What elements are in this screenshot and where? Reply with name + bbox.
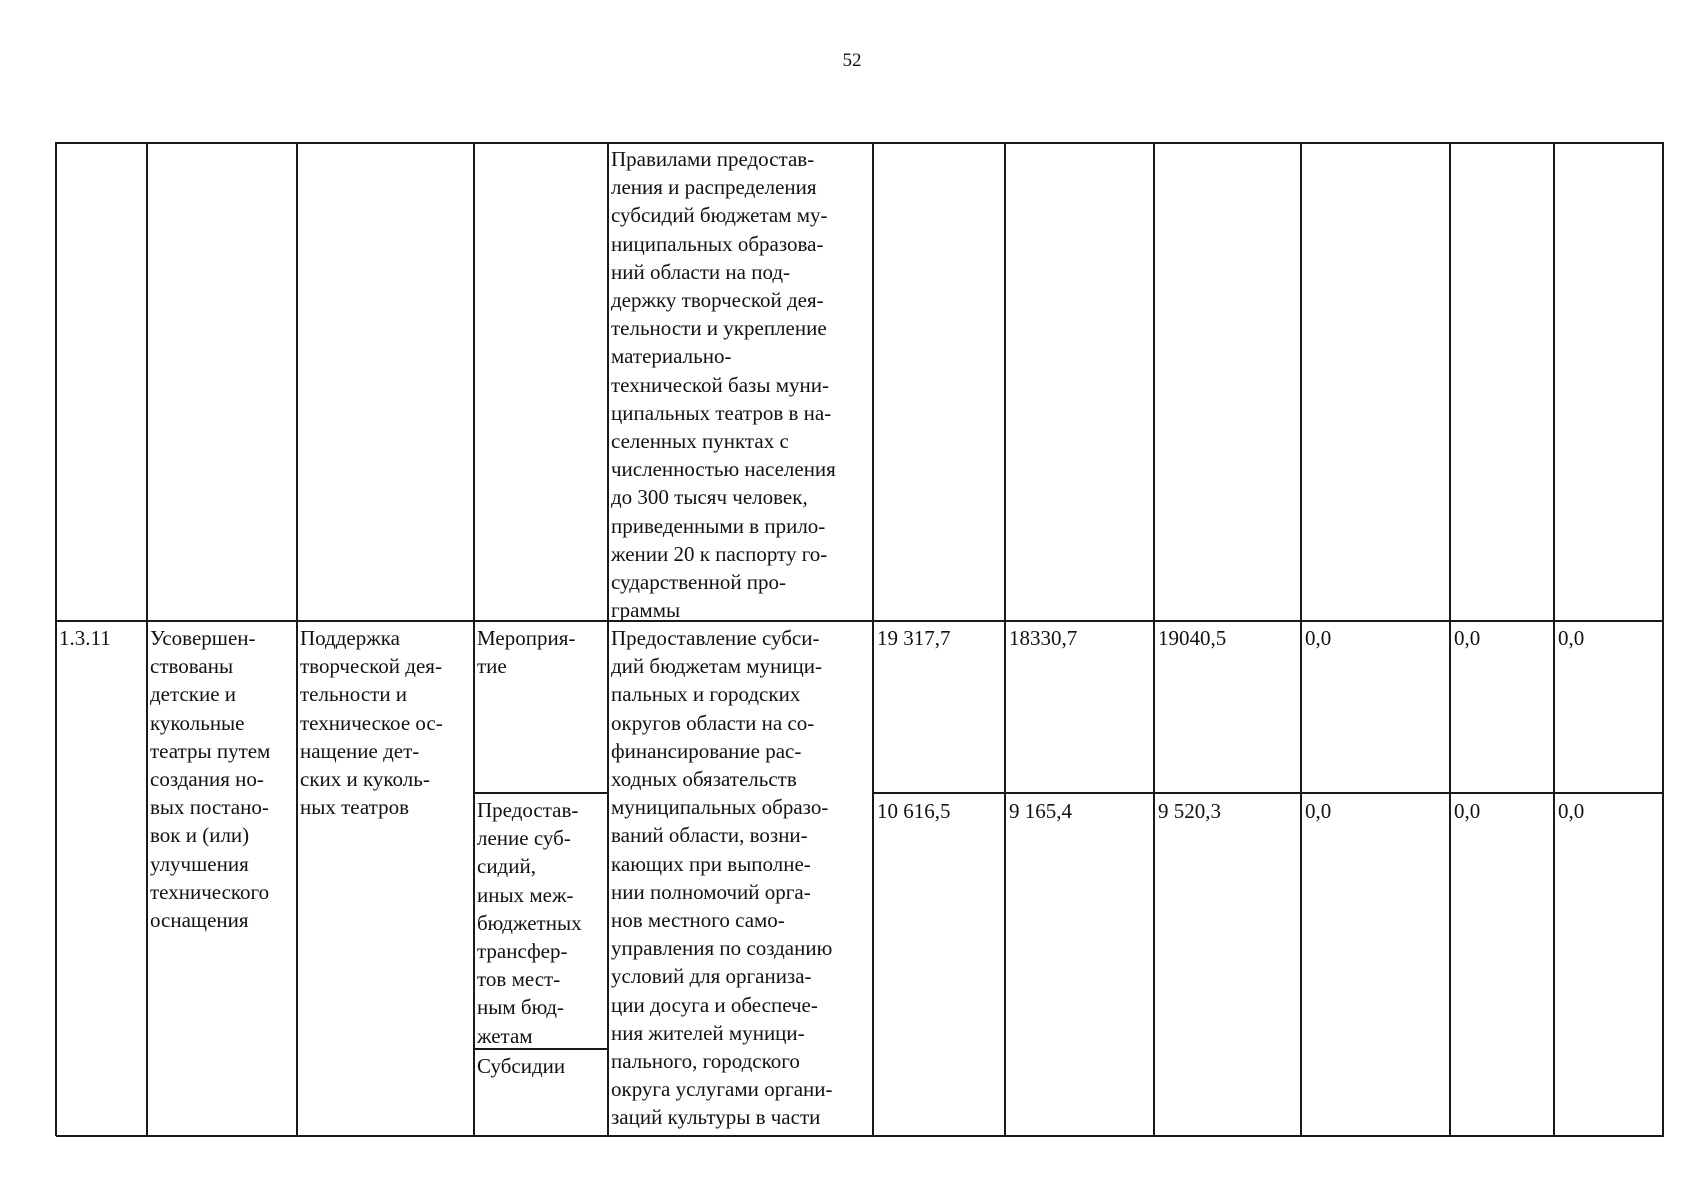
value-cell: 0,0 — [1305, 626, 1332, 650]
value-cell: 0,0 — [1558, 626, 1585, 650]
col-border — [146, 142, 148, 1136]
col-border — [55, 142, 57, 1136]
value-cell: 10 616,5 — [877, 799, 951, 823]
value-cell: 0,0 — [1558, 799, 1585, 823]
value-cell: 0,0 — [1454, 626, 1481, 650]
col-border — [1153, 142, 1155, 1136]
col-border — [1449, 142, 1451, 1136]
col-border — [1662, 142, 1664, 1136]
value-cell: 0,0 — [1305, 799, 1332, 823]
page-number: 52 — [842, 50, 862, 71]
value-cell: 18330,7 — [1009, 626, 1078, 650]
subrow-divider-type-1 — [474, 792, 608, 794]
value-cell: 19 317,7 — [877, 626, 951, 650]
item-number: 1.3.11 — [59, 626, 111, 650]
item-result: Усовершен- ствованы детские и кукольные театры путем создания но- вых постано- вок и (или) улучшения технического оснащения — [150, 626, 271, 933]
item-description: Предоставление субси- дий бюджетам муници- пальных и городских округов области на со- финансирование рас- ходных обязательств муниципальных образо- ваний области, возни- кающих при выполне- нии полномочий орга- нов местного само- управления по созданию условий для организа- ции досуга и обеспече- ния жителей муници- пального, городского округа услугами органи- заций культуры в части — [611, 626, 833, 1130]
value-cell: 9 165,4 — [1009, 799, 1072, 823]
value-cell: 19040,5 — [1158, 626, 1227, 650]
item-activity: Поддержка творческой дея- тельности и техническое ос- нащение дет- ских и куколь- ных театров — [300, 626, 443, 820]
value-cell: 0,0 — [1454, 799, 1481, 823]
col-border — [296, 142, 298, 1136]
continuation-description: Правилами предостав- ления и распределения субсидий бюджетам му- ниципальных образова- ний области на под- держку творческой дея- тельности и укрепление материально- технической базы муни- ципальных театров в на- селенных пунктах с численностью населения до 300 тысяч человек, приведенными в прило- жении 20 к паспорту го- сударственной про- граммы — [611, 147, 836, 623]
col-border — [1553, 142, 1555, 1136]
col-border — [1004, 142, 1006, 1136]
type-subsidy-transfers: Предостав- ление суб- сидий, иных меж- бюджетных трансфер- тов мест- ным бюд- жетам — [477, 798, 582, 1048]
col-border — [1300, 142, 1302, 1136]
col-border — [607, 142, 609, 1136]
type-event: Мероприя- тие — [477, 626, 576, 679]
subrow-divider-values — [873, 792, 1664, 794]
type-subsidies: Субсидии — [477, 1054, 566, 1078]
value-cell: 9 520,3 — [1158, 799, 1221, 823]
